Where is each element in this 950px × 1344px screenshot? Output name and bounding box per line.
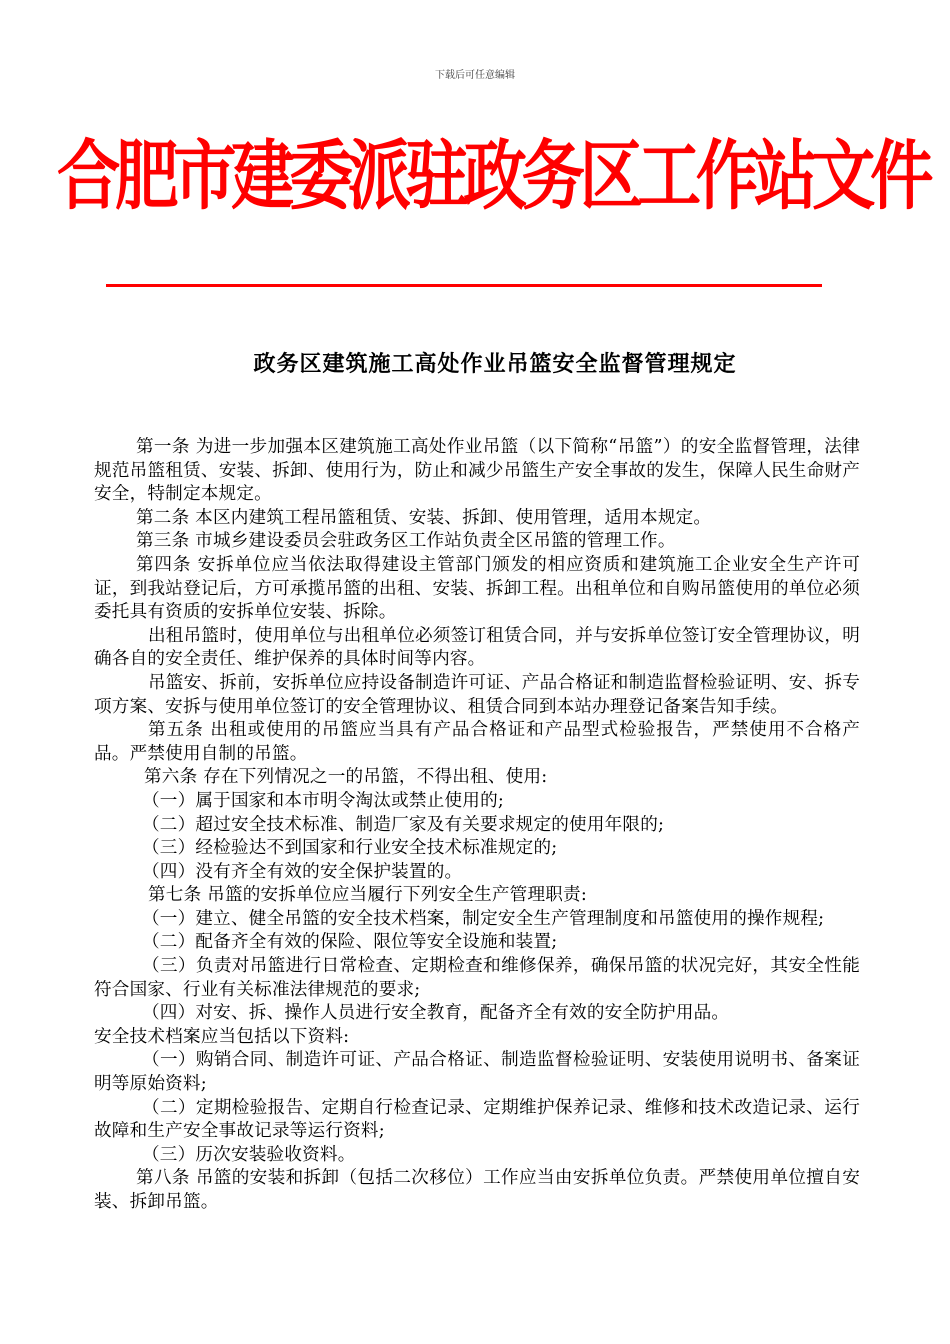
article-4: 第四条 安拆单位应当依法取得建设主管部门颁发的相应资质和建筑施工企业安全生产许可证，到我站登记后，方可承揽吊篮的出租、安装、拆卸工程。出租单位和自购吊篮使用的单位必须委托具有资质的安拆单位安装、拆除。 xyxy=(94,554,860,623)
article-7-item-3: （三）负责对吊篮进行日常检查、定期检查和维修保养，确保吊篮的状况完好，其安全性能符合国家、行业有关标准法律规范的要求; xyxy=(94,956,860,1000)
document-body xyxy=(94,436,860,1215)
document-title: 政务区建筑施工高处作业吊篮安全监督管理规定 xyxy=(253,352,737,377)
letterhead-divider xyxy=(106,284,822,287)
archive-intro: 安全技术档案应当包括以下资料: xyxy=(94,1026,350,1047)
article-4-paragraph-3: 吊篮安、拆前，安拆单位应持设备制造许可证、产品合格证和制造监督检验证明、安、拆专项方案、安拆与使用单位签订的安全管理协议、租赁合同到本站办理登记备案告知手续。 xyxy=(94,672,860,717)
article-7-item-4: （四）对安、拆、操作人员进行安全教育，配备齐全有效的安全防护用品。 xyxy=(142,1003,730,1024)
article-4-paragraph-2: 出租吊篮时，使用单位与出租单位必须签订租赁合同，并与安拆单位签订安全管理协议，明确各自的安全责任、维护保养的具体时间等内容。 xyxy=(94,625,860,670)
article-7-item-2: （二）配备齐全有效的保险、限位等安全设施和装置; xyxy=(142,932,558,953)
article-7-item-1: （一）建立、健全吊篮的安全技术档案，制定安全生产管理制度和吊篮使用的操作规程; xyxy=(142,908,825,929)
article-6-item-1: （一）属于国家和本市明令淘汰或禁止使用的; xyxy=(142,790,505,811)
article-7: 第七条 吊篮的安拆单位应当履行下列安全生产管理职责: xyxy=(148,885,587,906)
archive-item-3: （三）历次安装验收资料。 xyxy=(142,1144,356,1165)
letterhead-title: 合肥市建委派驻政务区工作站文件 xyxy=(57,131,929,220)
article-3: 第三条 市城乡建设委员会驻政务区工作站负责全区吊篮的管理工作。 xyxy=(136,531,676,552)
article-6-item-3: （三）经检验达不到国家和行业安全技术标准规定的; xyxy=(142,838,558,859)
archive-item-1: （一）购销合同、制造许可证、产品合格证、制造监督检验证明、安装使用说明书、备案证明等原始资料; xyxy=(94,1050,860,1095)
article-5: 第五条 出租或使用的吊篮应当具有产品合格证和产品型式检验报告，严禁使用不合格产品。严禁使用自制的吊篮。 xyxy=(94,720,860,764)
article-6: 第六条 存在下列情况之一的吊篮，不得出租、使用: xyxy=(144,767,548,788)
article-6-item-2: （二）超过安全技术标准、制造厂家及有关要求规定的使用年限的; xyxy=(142,814,665,835)
article-2: 第二条 本区内建筑工程吊篮租赁、安装、拆卸、使用管理，适用本规定。 xyxy=(136,507,712,528)
archive-item-2: （二）定期检验报告、定期自行检查记录、定期维护保养记录、维修和技术改造记录、运行故障和生产安全事故记录等运行资料; xyxy=(94,1097,860,1142)
article-8: 第八条 吊篮的安装和拆卸（包括二次移位）工作应当由安拆单位负责。严禁使用单位擅自安装、拆卸吊篮。 xyxy=(94,1168,860,1212)
article-6-item-4: （四）没有齐全有效的安全保护装置的。 xyxy=(142,861,463,882)
header-note: 下载后可任意编辑 xyxy=(435,70,515,81)
article-1: 第一条 为进一步加强本区建筑施工高处作业吊篮（以下简称“吊篮”）的安全监督管理，法律规范吊篮租赁、安装、拆卸、使用行为，防止和减少吊篮生产安全事故的发生，保障人民生命财产安全，特制定本规定。 xyxy=(94,437,860,505)
